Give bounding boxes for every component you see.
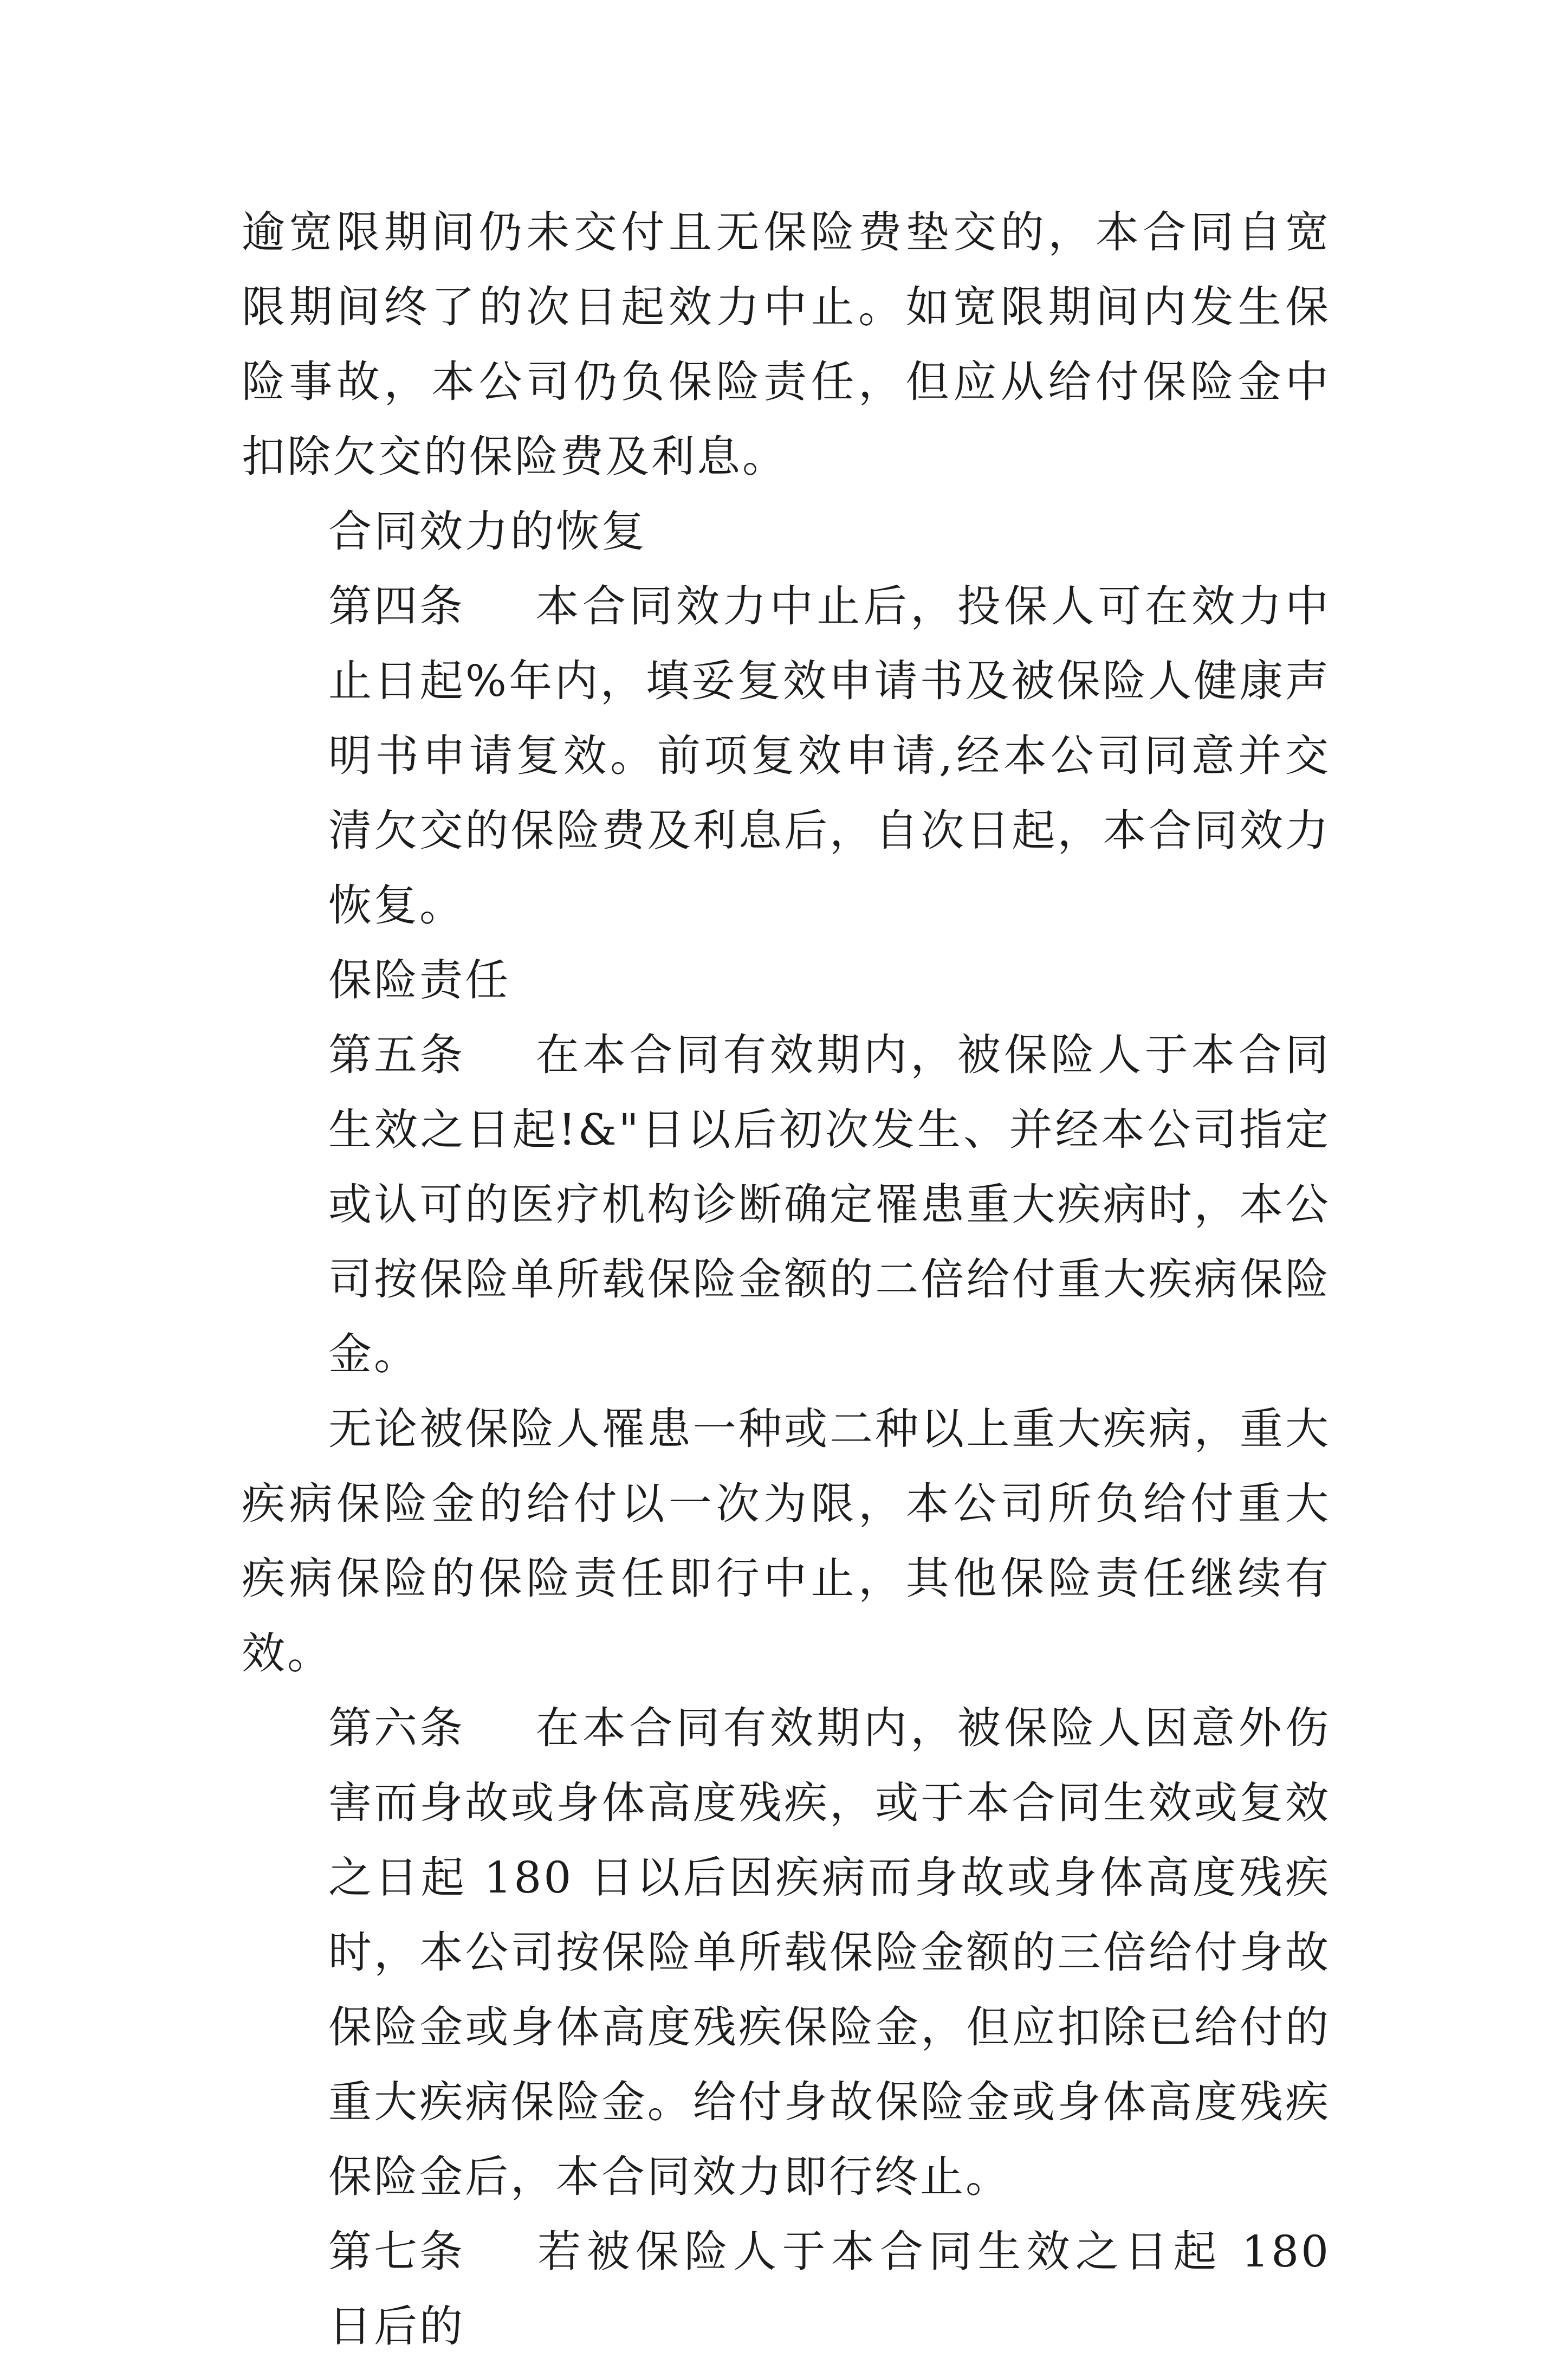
article-4-text: 本合同效力中止后，投保人可在效力中止日起%年内，填妥复效申请书及被保险人健康声明书申请复效。前项复效申请,经本公司同意并交清欠交的保险费及利息后，自次日起，本合同效力恢复。 [328,581,1331,931]
section-heading-reinstatement: 合同效力的恢复 [328,506,647,557]
article-6 [242,1691,1331,2214]
article-4 [242,569,1331,943]
article-4-label: 第四条 [328,581,465,631]
article-6-label: 第六条 [328,1703,465,1753]
article-5-text: 在本合同有效期内，被保险人于本合同生效之日起!&"日以后初次发生、并经本公司指定或认可的医疗机构诊断确定罹患重大疾病时，本公司按保险单所载保险金额的二倍给付重大疾病保险金。 [328,1030,1331,1379]
section-heading-coverage: 保险责任 [328,955,510,1005]
article-6-text: 在本合同有效期内，被保险人因意外伤害而身故或身体高度残疾，或于本合同生效或复效之日起 180 日以后因疾病而身故或身体高度残疾时，本公司按保险单所载保险金额的三倍给付身故保险金或身体高度残疾保险金，但应扣除已给付的重大疾病保险金。给付身故保险金或身体高度残疾保险金后，本合同效力即行终止。 [328,1703,1331,2202]
article-7 [242,2214,1331,2364]
paragraph-critical-illness-limit: 无论被保险人罹患一种或二种以上重大疾病，重大疾病保险金的给付以一次为限，本公司所负给付重大疾病保险的保险责任即行中止，其他保险责任继续有效。 [242,1404,1331,1678]
article-5-label: 第五条 [328,1030,465,1080]
article-7-text: 若被保险人于本合同生效之日起 180 日后的 [328,2226,1331,2352]
article-7-label: 第七条 [328,2226,465,2277]
article-5 [242,1018,1331,1392]
document-body [242,195,1331,2364]
paragraph-grace-period: 逾宽限期间仍未交付且无保险费垫交的，本合同自宽限期间终了的次日起效力中止。如宽限期间内发生保险事故，本公司仍负保险责任，但应从给付保险金中扣除欠交的保险费及利息。 [242,207,1331,482]
